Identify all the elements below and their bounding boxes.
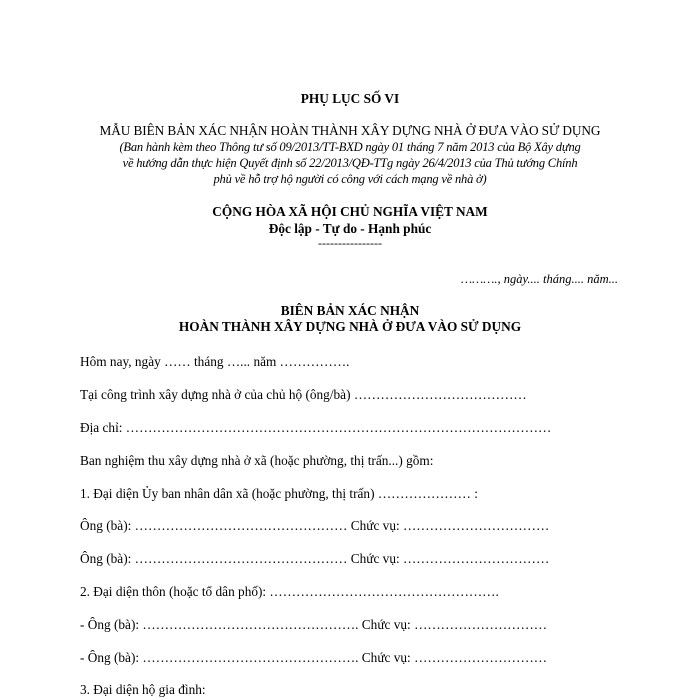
date-line: ………., ngày.... tháng.... năm... xyxy=(461,272,618,286)
issued-note-line-3: phủ về hỗ trợ hộ người có công với cách mạng về nhà ở) xyxy=(213,172,487,186)
issued-note-line-1: (Ban hành kèm theo Thông tư số 09/2013/TT-BXD ngày 01 tháng 7 năm 2013 của Bộ Xây dựng xyxy=(119,140,581,154)
body-line-rep3: 3. Đại diện hộ gia đình: xyxy=(80,682,206,697)
body-line-site: Tại công trình xây dựng nhà ở của chủ hộ (ông/bà) ………………………………… xyxy=(80,387,527,402)
body-line-committee: Ban nghiệm thu xây dựng nhà ở xã (hoặc phường, thị trấn...) gồm: xyxy=(80,453,434,468)
appendix-heading: PHỤ LỤC SỐ VI xyxy=(300,91,400,106)
body-line-rep2: 2. Đại diện thôn (hoặc tổ dân phố): ……………………………………………. xyxy=(80,584,499,599)
header-divider: ---------------- xyxy=(318,236,382,250)
national-motto: Độc lập - Tự do - Hạnh phúc xyxy=(268,221,432,236)
body-line-rep1-person2: Ông (bà): ………………………………………… Chức vụ: …………………………… xyxy=(80,551,550,566)
form-title: MẪU BIÊN BẢN XÁC NHẬN HOÀN THÀNH XÂY DỰNG NHÀ Ở ĐƯA VÀO SỬ DỤNG xyxy=(99,123,601,138)
body-line-rep2-person1: - Ông (bà): …………………………………………. Chức vụ: ………………………… xyxy=(80,617,548,632)
body-line-address: Địa chỉ: …………………………………………………………………………………… xyxy=(80,420,552,435)
national-name: CỘNG HÒA XÃ HỘI CHỦ NGHĨA VIỆT NAM xyxy=(212,204,488,219)
body-line-rep1: 1. Đại diện Ủy ban nhân dân xã (hoặc phường, thị trấn) ………………… : xyxy=(80,486,478,501)
body-line-rep1-person1: Ông (bà): ………………………………………… Chức vụ: …………………………… xyxy=(80,518,550,533)
record-title-line-1: BIÊN BẢN XÁC NHẬN xyxy=(280,303,420,318)
body-line-rep2-person2: - Ông (bà): …………………………………………. Chức vụ: ………………………… xyxy=(80,650,548,665)
body-line-today: Hôm nay, ngày …… tháng …... năm ……………. xyxy=(80,354,350,369)
issued-note-line-2: về hướng dẫn thực hiện Quyết định số 22/2013/QĐ-TTg ngày 26/4/2013 của Thủ tướng Chính xyxy=(122,156,578,170)
record-title-line-2: HOÀN THÀNH XÂY DỰNG NHÀ Ở ĐƯA VÀO SỬ DỤNG xyxy=(178,319,522,334)
